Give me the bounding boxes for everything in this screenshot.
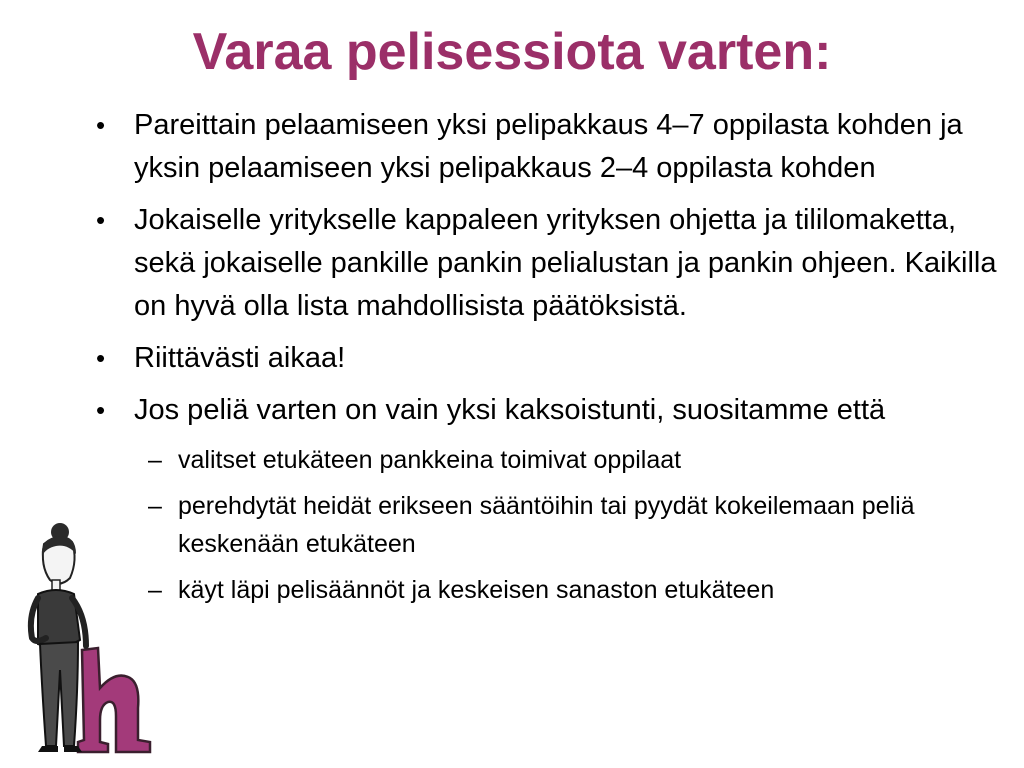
bullet-icon: •	[96, 343, 106, 373]
letter-h-shape	[78, 648, 150, 752]
bullet-item	[92, 337, 1007, 380]
dash-icon: –	[148, 446, 162, 474]
bullet-list	[92, 104, 1007, 617]
sub-bullet-list	[92, 441, 1007, 609]
bullet-text: Pareittain pelaamiseen yksi pelipakkaus 4–7 oppilasta kohden ja yksin pelaamiseen yksi pelipakkaus 2–4 oppilasta kohden	[134, 109, 963, 184]
woman-leaning-on-letter-h-illustration	[20, 520, 160, 760]
bullet-text: Riittävästi aikaa!	[134, 342, 346, 374]
dash-icon: –	[148, 576, 162, 604]
sub-bullet-item	[92, 487, 1007, 563]
bullet-text: Jos peliä varten on vain yksi kaksoistunti, suositamme että	[134, 394, 886, 426]
bullet-item	[92, 199, 1007, 328]
bullet-icon: •	[96, 205, 106, 235]
bullet-text: Jokaiselle yritykselle kappaleen yrityksen ohjetta ja tililomaketta, sekä jokaiselle pankille pankin pelialustan ja pankin ohjeen. Kaikilla on hyvä olla lista mahdollisista päätöksistä.	[134, 204, 997, 322]
sub-bullet-text: perehdytät heidät erikseen sääntöihin tai pyydät kokeilemaan peliä keskenään etukäteen	[178, 492, 915, 558]
bullet-icon: •	[96, 395, 106, 425]
bullet-icon: •	[96, 110, 106, 140]
bullet-item	[92, 389, 1007, 432]
sub-bullet-item	[92, 571, 1007, 609]
illustration-svg	[20, 520, 160, 760]
sub-bullet-text: valitset etukäteen pankkeina toimivat oppilaat	[178, 446, 682, 474]
dash-icon: –	[148, 492, 162, 520]
slide-title: Varaa pelisessiota varten:	[192, 23, 832, 81]
sub-bullet-text: käyt läpi pelisäännöt ja keskeisen sanaston etukäteen	[178, 576, 775, 604]
legs-shape	[40, 642, 78, 746]
sub-bullet-item	[92, 441, 1007, 479]
bullet-item	[92, 104, 1007, 190]
